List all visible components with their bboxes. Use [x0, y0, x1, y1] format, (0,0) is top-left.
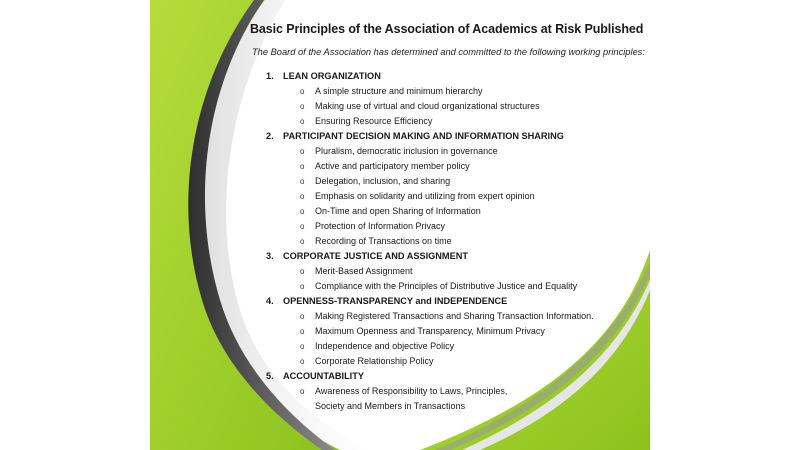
- bullet-circle-icon: o: [300, 117, 305, 126]
- section-number: 1.: [266, 71, 274, 81]
- principle-section: [250, 249, 645, 294]
- section-items: [250, 264, 645, 294]
- list-item: o Maximum Openness and Transparency, Minimum Privacy: [250, 324, 645, 339]
- bullet-circle-icon: o: [300, 207, 305, 216]
- list-item: o Making Registered Transactions and Sharing Transaction Information.: [250, 309, 645, 324]
- section-items: [250, 144, 645, 249]
- section-title: LEAN ORGANIZATION: [283, 71, 381, 81]
- bullet-circle-icon: o: [300, 162, 305, 171]
- list-item: o Compliance with the Principles of Distributive Justice and Equality: [250, 279, 645, 294]
- document-content: [250, 22, 645, 414]
- document-title: Basic Principles of the Association of Academics at Risk Published: [250, 22, 644, 36]
- bullet-circle-icon: o: [300, 282, 305, 291]
- list-item: o Active and participatory member policy: [250, 159, 645, 174]
- list-item: o Merit-Based Assignment: [250, 264, 645, 279]
- list-item: o Pluralism, democratic inclusion in governance: [250, 144, 645, 159]
- list-item: o Protection of Information Privacy: [250, 219, 645, 234]
- principle-section: [250, 294, 645, 369]
- section-heading: [250, 129, 645, 144]
- list-item: o Independence and objective Policy: [250, 339, 645, 354]
- section-heading: [250, 69, 645, 84]
- slide: [150, 0, 650, 450]
- principles-list: [250, 69, 645, 414]
- section-items: [250, 309, 645, 369]
- section-items: [250, 384, 645, 414]
- section-number: 4.: [266, 296, 274, 306]
- section-title: OPENNESS-TRANSPARENCY and INDEPENDENCE: [283, 296, 508, 306]
- section-heading: [250, 369, 645, 384]
- list-item-continuation: Society and Members in Transactions: [315, 401, 466, 411]
- list-item: o On-Time and open Sharing of Information: [250, 204, 645, 219]
- section-heading: [250, 294, 645, 309]
- section-heading: [250, 249, 645, 264]
- bullet-circle-icon: o: [300, 177, 305, 186]
- section-number: 5.: [266, 371, 274, 381]
- list-item: o Ensuring Resource Efficiency: [250, 114, 645, 129]
- bullet-circle-icon: o: [300, 237, 305, 246]
- section-title: CORPORATE JUSTICE AND ASSIGNMENT: [283, 251, 468, 261]
- principle-section: [250, 369, 645, 414]
- principle-section: [250, 69, 645, 129]
- bullet-circle-icon: o: [300, 342, 305, 351]
- bullet-circle-icon: o: [300, 87, 305, 96]
- bullet-circle-icon: o: [300, 192, 305, 201]
- bullet-circle-icon: o: [300, 102, 305, 111]
- list-item: o A simple structure and minimum hierarchy: [250, 84, 645, 99]
- bullet-circle-icon: o: [300, 147, 305, 156]
- list-item: o Emphasis on solidarity and utilizing from expert opinion: [250, 189, 645, 204]
- list-item: o Recording of Transactions on time: [250, 234, 645, 249]
- bullet-circle-icon: o: [300, 222, 305, 231]
- bullet-circle-icon: o: [300, 357, 305, 366]
- section-title: ACCOUNTABILITY: [283, 371, 364, 381]
- bullet-circle-icon: o: [300, 387, 305, 396]
- bullet-circle-icon: o: [300, 312, 305, 321]
- bullet-circle-icon: o: [300, 267, 305, 276]
- list-item: o Awareness of Responsibility to Laws, Principles,: [250, 384, 645, 399]
- bullet-circle-icon: o: [300, 327, 305, 336]
- section-items: [250, 84, 645, 129]
- document-subtitle: The Board of the Association has determined and committed to the following working principles:: [252, 47, 645, 57]
- principle-section: [250, 129, 645, 249]
- list-item: o Corporate Relationship Policy: [250, 354, 645, 369]
- list-item: o Delegation, inclusion, and sharing: [250, 174, 645, 189]
- list-item: o Making use of virtual and cloud organizational structures: [250, 99, 645, 114]
- section-title: PARTICIPANT DECISION MAKING AND INFORMATION SHARING: [283, 131, 564, 141]
- section-number: 3.: [266, 251, 274, 261]
- section-number: 2.: [266, 131, 274, 141]
